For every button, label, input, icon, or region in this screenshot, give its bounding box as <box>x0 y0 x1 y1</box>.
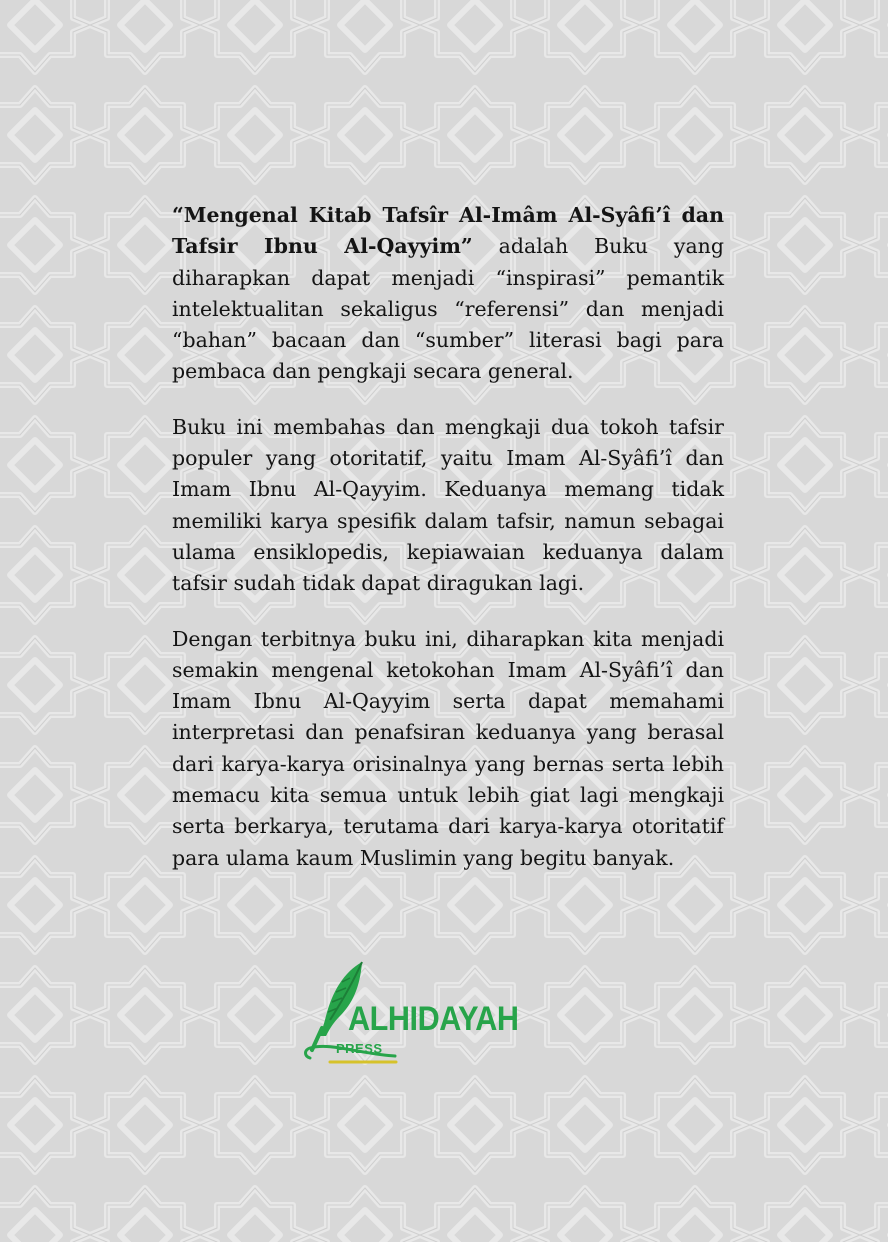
publisher-subtitle: PRESS <box>336 1041 383 1056</box>
paragraph-1-text: adalah Buku yang diharapkan dapat menjadi “inspirasi” pemantik intelektualitan sekaligus “referensi” dan menjadi “bahan” bacaan dan “sumber” literasi bagi para pembaca dan pengkaji secara general. <box>172 234 724 384</box>
book-title: “Mengenal Kitab Tafsîr Al-Imâm Al-Syâfi’î dan Tafsir Ibnu Al-Qayyim” <box>172 203 724 259</box>
blurb-text <box>172 200 724 898</box>
publisher-logo <box>300 958 560 1070</box>
blurb-paragraph-3: Dengan terbitnya buku ini, diharapkan kita menjadi semakin mengenal ketokohan Imam Al-Syâfi’î dan Imam Ibnu Al-Qayyim serta dapat memahami interpretasi dan penafsiran keduanya yang berasal dari karya-karya orisinalnya yang bernas serta lebih memacu kita semua untuk lebih giat lagi mengkaji serta berkarya, terutama dari karya-karya otoritatif para ulama kaum Muslimin yang begitu banyak. <box>172 626 724 870</box>
blurb-paragraph-2: Buku ini membahas dan mengkaji dua tokoh tafsir populer yang otoritatif, yaitu Imam Al-Syâfi’î dan Imam Ibnu Al-Qayyim. Keduanya memang tidak memiliki karya spesifik dalam tafsir, namun sebagai ulama ensiklopedis, kepiawaian keduanya dalam tafsir sudah tidak dapat diragukan lagi. <box>172 414 724 596</box>
blurb-paragraph-1 <box>172 200 724 388</box>
publisher-name: ALHIDAYAH <box>348 1000 519 1038</box>
